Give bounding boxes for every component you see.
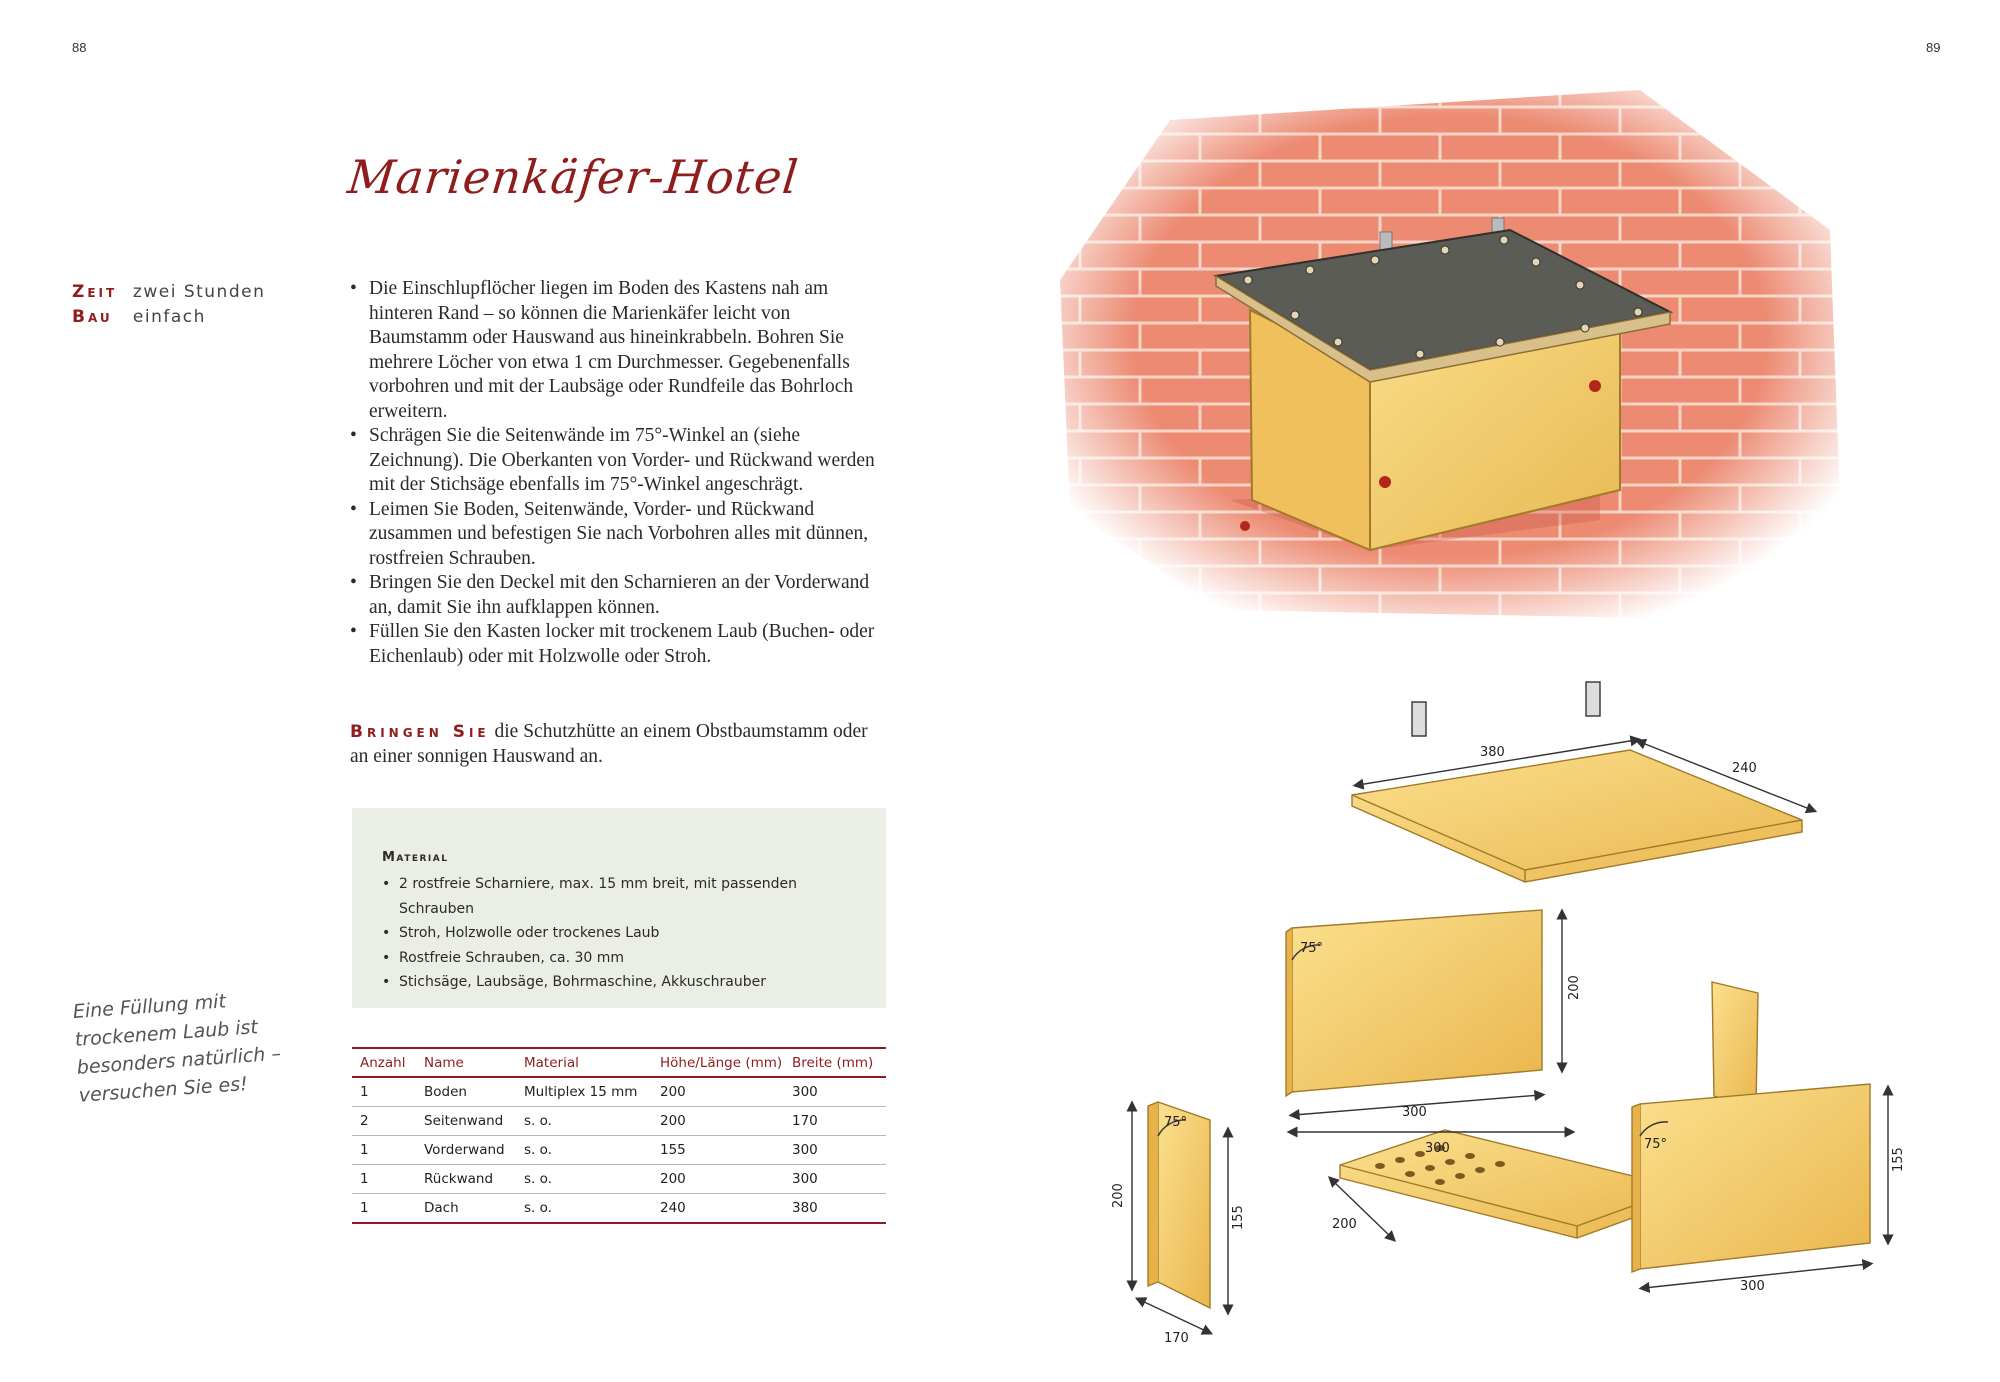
material-item: • Rostfreie Schrauben, ca. 30 mm (382, 946, 852, 971)
instruction-item: • Bringen Sie den Deckel mit den Scharnieren an der Vorderwand an, damit Sie ihn aufklappen können. (350, 571, 890, 620)
table-row (352, 1165, 886, 1194)
instruction-item: • Die Einschlupflöcher liegen im Boden des Kastens nah am hinteren Rand – so können die Marienkäfer leicht von Baumstamm oder Hauswand aus hineinkrabbeln. Bohren Sie mehrere Löcher von etwa 1 cm Durchmesser. Gegebenenfalls vorbohren und mit der Laubsäge oder Rundfeile das Bohrloch erweitern. (350, 277, 890, 424)
material-item: • 2 rostfreie Scharniere, max. 15 mm breit, mit passenden Schrauben (382, 872, 852, 921)
dim-angle: 75° (1300, 941, 1324, 956)
material-box (352, 808, 886, 1008)
margin-note: Eine Füllung mit trockenem Laub ist besonders natürlich – versuchen Sie es! (72, 990, 282, 1107)
col-header: Anzahl (352, 1048, 416, 1077)
bracket (1586, 682, 1600, 716)
material-item: • Stichsäge, Laubsäge, Bohrmaschine, Akkuschrauber (382, 970, 852, 995)
col-header: Material (516, 1048, 652, 1077)
table-header-row (352, 1048, 886, 1077)
placement-label: Bringen Sie (350, 722, 490, 742)
cell: 200 (652, 1165, 784, 1194)
meta-build-value: einfach (132, 307, 206, 327)
cell: 380 (784, 1194, 886, 1224)
cell: 2 (352, 1107, 416, 1136)
cell: s. o. (516, 1107, 652, 1136)
cell: s. o. (516, 1194, 652, 1224)
material-item: • Stroh, Holzwolle oder trockenes Laub (382, 921, 852, 946)
cell: 155 (652, 1136, 784, 1165)
dim-bottom-length: 300 (1425, 1141, 1450, 1156)
bracket (1412, 702, 1426, 736)
meta-time-value: zwei Stunden (132, 282, 266, 302)
placement-note (350, 720, 890, 769)
cell: 1 (352, 1077, 416, 1107)
dim-bottom-width: 200 (1332, 1217, 1357, 1232)
cell: Rückwand (416, 1165, 516, 1194)
cell: 240 (652, 1194, 784, 1224)
cell: s. o. (516, 1136, 652, 1165)
meta-build (72, 305, 265, 330)
cell: Boden (416, 1077, 516, 1107)
cell: Seitenwand (416, 1107, 516, 1136)
wall-mounted-box-illustration (1040, 80, 1860, 650)
dim-roof-length: 380 (1480, 745, 1505, 760)
dim-front-height: 155 (1891, 1147, 1906, 1172)
dim-angle: 75° (1164, 1115, 1188, 1130)
col-header: Name (416, 1048, 516, 1077)
side-panel (1712, 982, 1758, 1108)
dim-front-length: 300 (1740, 1279, 1765, 1294)
col-header: Breite (mm) (784, 1048, 886, 1077)
exploded-parts-diagram (1100, 660, 1960, 1370)
material-list (382, 872, 852, 995)
dim-angle: 75° (1644, 1137, 1668, 1152)
cell: 1 (352, 1136, 416, 1165)
dim-back-height: 200 (1567, 975, 1582, 1000)
dim-roof-width: 240 (1732, 761, 1757, 776)
cell: Dach (416, 1194, 516, 1224)
cell: 200 (652, 1107, 784, 1136)
meta-build-label: Bau (72, 307, 113, 327)
cell: 300 (784, 1165, 886, 1194)
instruction-item: • Schrägen Sie die Seitenwände im 75°-Winkel an (siehe Zeichnung). Die Oberkanten von Vorder- und Rückwand werden mit der Stichsäge ebenfalls im 75°-Winkel angeschrägt. (350, 424, 890, 498)
front-panel (1640, 1084, 1870, 1269)
instruction-list (350, 277, 890, 669)
cell: s. o. (516, 1165, 652, 1194)
instruction-item: • Leimen Sie Boden, Seitenwände, Vorder- und Rückwand zusammen und befestigen Sie nach Vorbohren alles mit dünnen, rostfreien Schrauben. (350, 498, 890, 572)
cell: 300 (784, 1136, 886, 1165)
table-row (352, 1194, 886, 1224)
dim-back-length: 300 (1402, 1105, 1427, 1120)
dim-side-width: 170 (1164, 1331, 1189, 1346)
cell: 1 (352, 1194, 416, 1224)
parts-table (352, 1047, 886, 1224)
cell: Multiplex 15 mm (516, 1077, 652, 1107)
cell: 200 (652, 1077, 784, 1107)
meta-time (72, 280, 265, 305)
bottom-panel (1340, 1130, 1682, 1238)
table-row (352, 1136, 886, 1165)
project-meta (72, 280, 265, 330)
page-number-right: 89 (1926, 40, 1941, 55)
cell: Vorderwand (416, 1136, 516, 1165)
page-title: Marienkäfer-Hotel (345, 150, 802, 204)
side-panel (1158, 1102, 1210, 1308)
col-header: Höhe/Länge (mm) (652, 1048, 784, 1077)
cell: 300 (784, 1077, 886, 1107)
page-number-left: 88 (72, 40, 87, 55)
cell: 1 (352, 1165, 416, 1194)
placement-text: die Schutzhütte an einem Obstbaumstamm oder an einer sonnigen Hauswand an. (350, 721, 868, 767)
table-row (352, 1077, 886, 1107)
dim-side-height: 200 (1111, 1183, 1126, 1208)
meta-time-label: Zeit (72, 282, 118, 302)
table-row (352, 1107, 886, 1136)
torn-edge (352, 802, 886, 814)
instruction-item: • Füllen Sie den Kasten locker mit trockenem Laub (Buchen- oder Eichenlaub) oder mit Holzwolle oder Stroh. (350, 620, 890, 669)
back-panel (1292, 910, 1542, 1092)
cell: 170 (784, 1107, 886, 1136)
material-heading: Material (382, 850, 449, 865)
dim-side-front-height: 155 (1231, 1205, 1246, 1230)
